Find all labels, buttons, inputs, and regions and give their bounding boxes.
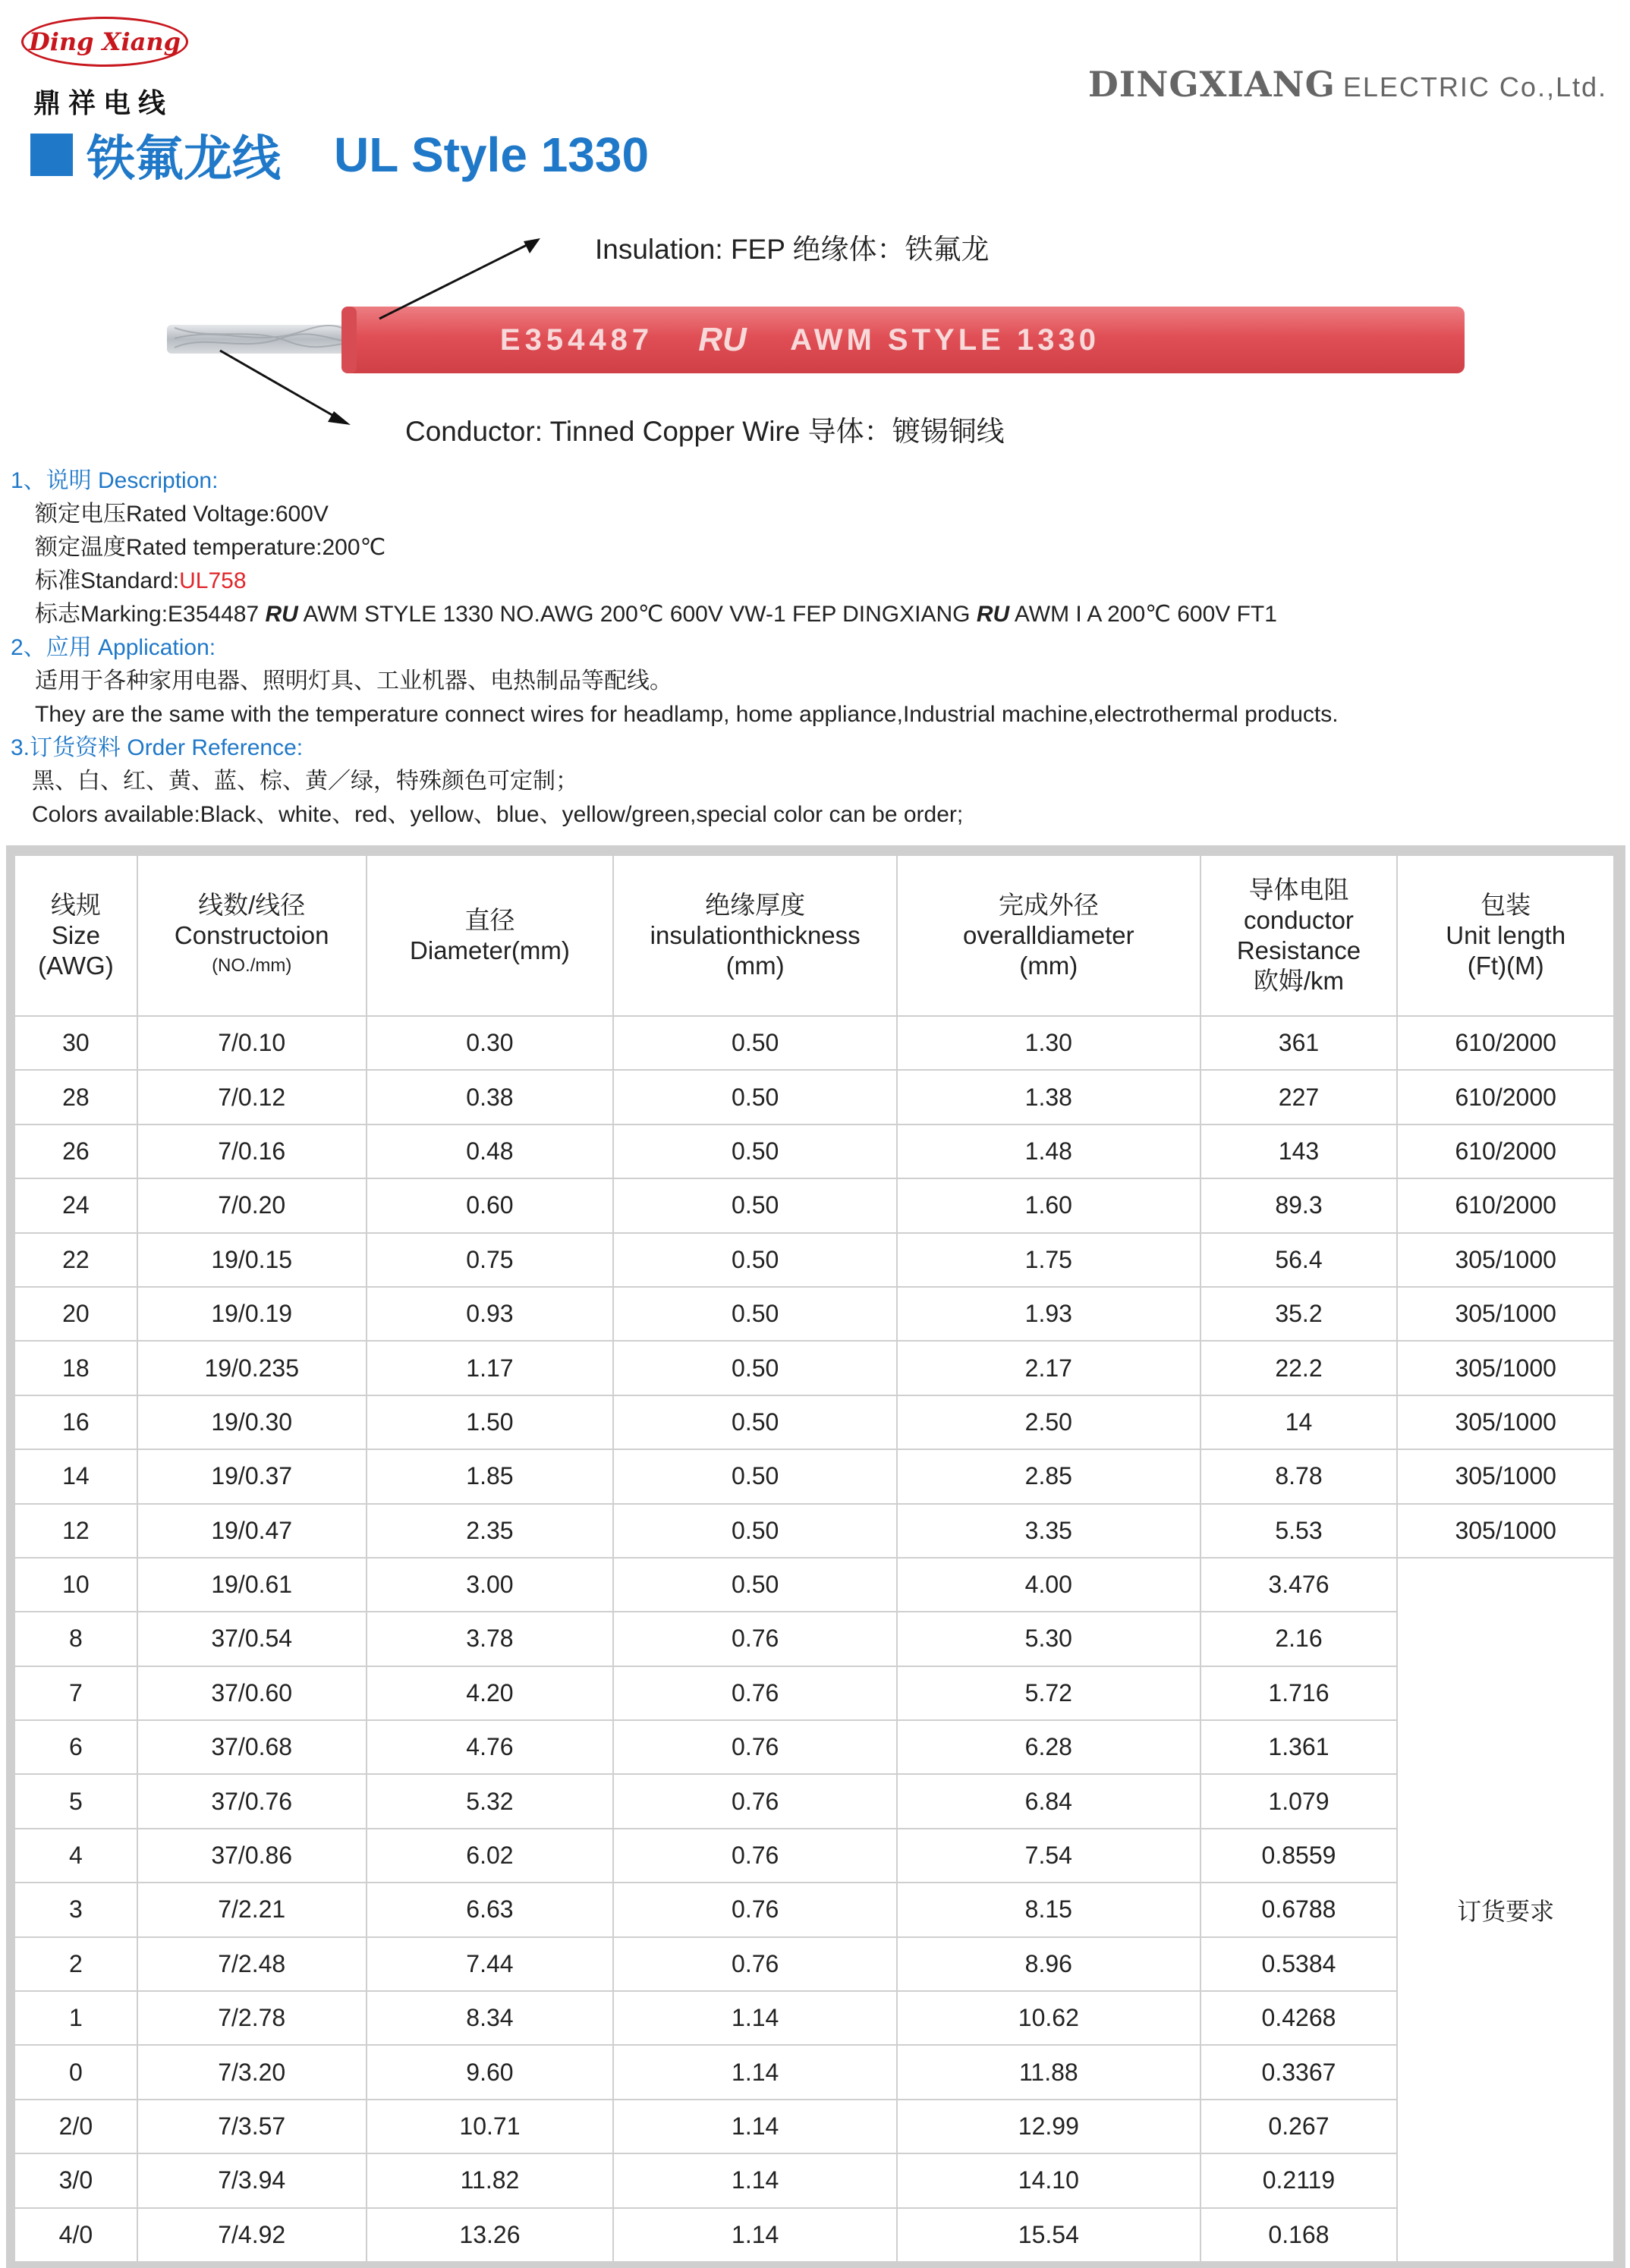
cell-construction: 37/0.54	[137, 1612, 367, 1666]
cell-insulation-thickness: 1.14	[613, 2045, 897, 2099]
logo-text-en: Ding Xiang	[28, 27, 181, 56]
cell-resistance: 14	[1200, 1395, 1398, 1449]
order-cn: 黑、白、红、黄、蓝、棕、黄／绿，特殊颜色可定制；	[32, 769, 578, 794]
cell-size: 22	[14, 1233, 137, 1287]
standard-value: UL758	[179, 568, 247, 593]
order-heading: 3.订货资料 Order Reference:	[11, 735, 304, 760]
cell-size: 4	[14, 1829, 137, 1883]
cell-construction: 37/0.68	[137, 1720, 367, 1774]
table-row	[14, 1883, 1614, 1936]
cell-unit-length: 610/2000	[1397, 1070, 1614, 1124]
marking-line	[11, 598, 1604, 631]
cell-resistance: 3.476	[1200, 1558, 1398, 1612]
cell-diameter: 3.00	[367, 1558, 614, 1612]
cell-diameter: 0.60	[367, 1178, 614, 1232]
cell-insulation-thickness: 1.14	[613, 1991, 897, 2045]
cell-resistance: 143	[1200, 1125, 1398, 1178]
cell-unit-length-merged: 订货要求	[1397, 1558, 1614, 2262]
cell-resistance: 0.2119	[1200, 2153, 1398, 2207]
cell-size: 12	[14, 1504, 137, 1558]
cell-diameter: 2.35	[367, 1504, 614, 1558]
cell-insulation-thickness: 0.76	[613, 1720, 897, 1774]
cell-size: 20	[14, 1287, 137, 1341]
cell-diameter: 4.20	[367, 1666, 614, 1720]
cell-diameter: 3.78	[367, 1612, 614, 1666]
cell-diameter: 13.26	[367, 2208, 614, 2262]
cell-diameter: 0.30	[367, 1016, 614, 1070]
application-cn: 适用于各种家用电器、照明灯具、工业机器、电热制品等配线。	[35, 668, 672, 694]
cell-resistance: 0.4268	[1200, 1991, 1398, 2045]
cell-construction: 7/0.16	[137, 1125, 367, 1178]
cell-size: 3/0	[14, 2153, 137, 2207]
conductor-arrow	[220, 351, 351, 425]
table-row	[14, 2208, 1614, 2262]
cell-resistance: 0.5384	[1200, 1937, 1398, 1991]
cell-insulation-thickness: 0.50	[613, 1125, 897, 1178]
cell-overall-diameter: 11.88	[897, 2045, 1200, 2099]
cell-insulation-thickness: 0.50	[613, 1504, 897, 1558]
table-body	[14, 1016, 1614, 2262]
cell-diameter: 7.44	[367, 1937, 614, 1991]
table-row	[14, 1504, 1614, 1558]
cell-diameter: 1.85	[367, 1449, 614, 1503]
title-square-icon	[30, 134, 73, 176]
cell-unit-length: 305/1000	[1397, 1395, 1614, 1449]
cell-unit-length: 305/1000	[1397, 1341, 1614, 1395]
cell-insulation-thickness: 1.14	[613, 2208, 897, 2262]
cell-size: 26	[14, 1125, 137, 1178]
header-insulation-thickness: 绝缘厚度 insulationthickness (mm)	[613, 855, 897, 1016]
cell-overall-diameter: 6.84	[897, 1774, 1200, 1828]
cell-resistance: 2.16	[1200, 1612, 1398, 1666]
cell-diameter: 6.63	[367, 1883, 614, 1936]
table-row	[14, 1341, 1614, 1395]
table-row	[14, 1125, 1614, 1178]
table-row	[14, 2100, 1614, 2153]
header-overall-diameter: 完成外径 overalldiameter (mm)	[897, 855, 1200, 1016]
header-diameter: 直径 Diameter(mm)	[367, 855, 614, 1016]
cell-overall-diameter: 2.50	[897, 1395, 1200, 1449]
cell-size: 8	[14, 1612, 137, 1666]
cell-insulation-thickness: 0.76	[613, 1612, 897, 1666]
cell-insulation-thickness: 0.50	[613, 1178, 897, 1232]
spec-table	[14, 854, 1615, 2263]
cell-resistance: 0.267	[1200, 2100, 1398, 2153]
table-row	[14, 1991, 1614, 2045]
table-row	[14, 1558, 1614, 1612]
table-row	[14, 1937, 1614, 1991]
table-row	[14, 1612, 1614, 1666]
cell-unit-length: 305/1000	[1397, 1504, 1614, 1558]
cell-overall-diameter: 15.54	[897, 2208, 1200, 2262]
cell-size: 2/0	[14, 2100, 137, 2153]
cell-insulation-thickness: 0.76	[613, 1883, 897, 1936]
cell-construction: 7/3.20	[137, 2045, 367, 2099]
cell-construction: 19/0.30	[137, 1395, 367, 1449]
cell-resistance: 0.3367	[1200, 2045, 1398, 2099]
cell-resistance: 56.4	[1200, 1233, 1398, 1287]
cell-overall-diameter: 2.17	[897, 1341, 1200, 1395]
cell-insulation-thickness: 0.50	[613, 1070, 897, 1124]
cell-diameter: 5.32	[367, 1774, 614, 1828]
company-logo	[21, 17, 188, 121]
cell-resistance: 1.716	[1200, 1666, 1398, 1720]
cell-unit-length: 305/1000	[1397, 1449, 1614, 1503]
cell-construction: 7/2.21	[137, 1883, 367, 1936]
cell-diameter: 0.75	[367, 1233, 614, 1287]
cell-diameter: 0.93	[367, 1287, 614, 1341]
order-en: Colors available:Black、white、red、yellow、blue、yellow/green,special color can be order;	[32, 802, 964, 827]
marking-part3: AWM I A 200℃ 600V FT1	[1014, 602, 1277, 627]
cell-resistance: 89.3	[1200, 1178, 1398, 1232]
company-name	[1088, 64, 1607, 105]
cell-construction: 19/0.19	[137, 1287, 367, 1341]
header-size: 线规 Size (AWG)	[14, 855, 137, 1016]
table-row	[14, 1829, 1614, 1883]
cell-unit-length: 610/2000	[1397, 1178, 1614, 1232]
cell-overall-diameter: 5.72	[897, 1666, 1200, 1720]
insulation-label: Insulation: FEP 绝缘体：铁氟龙	[595, 234, 990, 265]
standard-line	[11, 565, 1604, 598]
cell-overall-diameter: 12.99	[897, 2100, 1200, 2153]
cell-diameter: 1.50	[367, 1395, 614, 1449]
cell-insulation-thickness: 1.14	[613, 2100, 897, 2153]
cell-overall-diameter: 4.00	[897, 1558, 1200, 1612]
cell-construction: 37/0.86	[137, 1829, 367, 1883]
cell-construction: 7/4.92	[137, 2208, 367, 2262]
marking-part1: 标志Marking:E354487	[35, 602, 260, 627]
conductor-label: Conductor: Tinned Copper Wire 导体：镀锡铜线	[405, 416, 1005, 447]
title-en: UL Style 1330	[334, 127, 650, 182]
cell-insulation-thickness: 0.76	[613, 1774, 897, 1828]
cell-construction: 19/0.15	[137, 1233, 367, 1287]
cell-overall-diameter: 10.62	[897, 1991, 1200, 2045]
spec-table-frame	[6, 845, 1625, 2268]
table-row	[14, 1287, 1614, 1341]
cell-insulation-thickness: 0.76	[613, 1829, 897, 1883]
ul-mark-icon: RU	[976, 602, 1010, 627]
rated-temperature: 额定温度Rated temperature:200℃	[35, 535, 386, 560]
marking-part2: AWM STYLE 1330 NO.AWG 200℃ 600V VW-1 FEP DINGXIANG	[303, 602, 971, 627]
cell-overall-diameter: 2.85	[897, 1449, 1200, 1503]
application-en: They are the same with the temperature connect wires for headlamp, home appliance,Industrial machine,electrothermal products.	[35, 702, 1339, 727]
table-header-row	[14, 855, 1614, 1016]
description-section	[11, 464, 1604, 832]
cell-diameter: 4.76	[367, 1720, 614, 1774]
cell-overall-diameter: 1.93	[897, 1287, 1200, 1341]
logo-text-cn: 鼎祥电线	[33, 87, 174, 119]
cell-resistance: 8.78	[1200, 1449, 1398, 1503]
cell-construction: 7/3.94	[137, 2153, 367, 2207]
cell-insulation-thickness: 0.76	[613, 1666, 897, 1720]
cell-resistance: 0.168	[1200, 2208, 1398, 2262]
cell-size: 3	[14, 1883, 137, 1936]
cell-overall-diameter: 1.75	[897, 1233, 1200, 1287]
cell-construction: 19/0.37	[137, 1449, 367, 1503]
cell-overall-diameter: 14.10	[897, 2153, 1200, 2207]
cell-resistance: 361	[1200, 1016, 1398, 1070]
table-row	[14, 1666, 1614, 1720]
cell-size: 0	[14, 2045, 137, 2099]
cell-diameter: 0.38	[367, 1070, 614, 1124]
cell-resistance: 35.2	[1200, 1287, 1398, 1341]
description-heading: 1、说明 Description:	[11, 468, 219, 493]
cell-insulation-thickness: 0.50	[613, 1395, 897, 1449]
cell-size: 5	[14, 1774, 137, 1828]
cell-construction: 7/0.12	[137, 1070, 367, 1124]
company-name-bold: DINGXIANG	[1087, 64, 1336, 105]
header-unit-length: 包装 Unit length (Ft)(M)	[1397, 855, 1614, 1016]
table-row	[14, 1395, 1614, 1449]
cell-overall-diameter: 3.35	[897, 1504, 1200, 1558]
cell-size: 1	[14, 1991, 137, 2045]
cell-insulation-thickness: 0.50	[613, 1287, 897, 1341]
cable-print-left: E354487	[499, 323, 654, 357]
table-row	[14, 1449, 1614, 1503]
table-row	[14, 2045, 1614, 2099]
cell-overall-diameter: 1.60	[897, 1178, 1200, 1232]
cell-size: 18	[14, 1341, 137, 1395]
cell-construction: 37/0.76	[137, 1774, 367, 1828]
cell-insulation-thickness: 0.50	[613, 1449, 897, 1503]
cell-overall-diameter: 1.30	[897, 1016, 1200, 1070]
page-title	[30, 120, 649, 190]
table-row	[14, 1016, 1614, 1070]
cell-diameter: 0.48	[367, 1125, 614, 1178]
table-row	[14, 1070, 1614, 1124]
cell-overall-diameter: 6.28	[897, 1720, 1200, 1774]
cell-diameter: 1.17	[367, 1341, 614, 1395]
rated-voltage: 额定电压Rated Voltage:600V	[35, 502, 329, 527]
cell-insulation-thickness: 0.76	[613, 1937, 897, 1991]
cell-size: 16	[14, 1395, 137, 1449]
cell-resistance: 1.079	[1200, 1774, 1398, 1828]
cell-unit-length: 305/1000	[1397, 1287, 1614, 1341]
cell-resistance: 1.361	[1200, 1720, 1398, 1774]
table-row	[14, 1178, 1614, 1232]
cell-unit-length: 610/2000	[1397, 1125, 1614, 1178]
cell-overall-diameter: 7.54	[897, 1829, 1200, 1883]
ul-mark-icon: RU	[265, 602, 298, 627]
application-heading: 2、应用 Application:	[11, 635, 216, 660]
cell-construction: 7/0.10	[137, 1016, 367, 1070]
cell-size: 14	[14, 1449, 137, 1503]
cell-resistance: 5.53	[1200, 1504, 1398, 1558]
cell-unit-length: 610/2000	[1397, 1016, 1614, 1070]
standard-label: 标准Standard:	[35, 568, 180, 593]
cell-overall-diameter: 1.38	[897, 1070, 1200, 1124]
cell-construction: 19/0.235	[137, 1341, 367, 1395]
cell-size: 6	[14, 1720, 137, 1774]
cell-resistance: 0.8559	[1200, 1829, 1398, 1883]
cell-diameter: 8.34	[367, 1991, 614, 2045]
cell-unit-length: 305/1000	[1397, 1233, 1614, 1287]
cell-size: 10	[14, 1558, 137, 1612]
cell-resistance: 227	[1200, 1070, 1398, 1124]
header-resistance: 导体电阻 conductor Resistance 欧姆/km	[1200, 855, 1398, 1016]
cell-overall-diameter: 8.96	[897, 1937, 1200, 1991]
cell-size: 24	[14, 1178, 137, 1232]
cell-diameter: 11.82	[367, 2153, 614, 2207]
table-row	[14, 1233, 1614, 1287]
cell-insulation-thickness: 0.50	[613, 1016, 897, 1070]
cell-construction: 7/2.48	[137, 1937, 367, 1991]
cell-size: 2	[14, 1937, 137, 1991]
cell-construction: 19/0.47	[137, 1504, 367, 1558]
cell-overall-diameter: 1.48	[897, 1125, 1200, 1178]
cell-overall-diameter: 8.15	[897, 1883, 1200, 1936]
cell-insulation-thickness: 0.50	[613, 1341, 897, 1395]
cell-overall-diameter: 5.30	[897, 1612, 1200, 1666]
cell-insulation-thickness: 1.14	[613, 2153, 897, 2207]
logo-oval	[21, 17, 188, 67]
cell-diameter: 6.02	[367, 1829, 614, 1883]
cell-construction: 7/2.78	[137, 1991, 367, 2045]
table-row	[14, 1774, 1614, 1828]
table-row	[14, 2153, 1614, 2207]
cell-construction: 37/0.60	[137, 1666, 367, 1720]
cell-size: 4/0	[14, 2208, 137, 2262]
cell-size: 28	[14, 1070, 137, 1124]
cell-diameter: 9.60	[367, 2045, 614, 2099]
cell-diameter: 10.71	[367, 2100, 614, 2153]
cell-size: 7	[14, 1666, 137, 1720]
cell-resistance: 0.6788	[1200, 1883, 1398, 1936]
cell-size: 30	[14, 1016, 137, 1070]
cell-construction: 19/0.61	[137, 1558, 367, 1612]
header-construction: 线数/线径 Constructoion (NO./mm)	[137, 855, 367, 1016]
cable-print-right: AWM STYLE 1330	[790, 323, 1100, 357]
title-cn: 铁氟龙线	[87, 131, 281, 186]
cell-insulation-thickness: 0.50	[613, 1558, 897, 1612]
cell-resistance: 22.2	[1200, 1341, 1398, 1395]
table-row	[14, 1720, 1614, 1774]
cell-construction: 7/0.20	[137, 1178, 367, 1232]
cell-insulation-thickness: 0.50	[613, 1233, 897, 1287]
cell-construction: 7/3.57	[137, 2100, 367, 2153]
cable-ul-icon: RU	[698, 321, 747, 358]
company-name-rest: ELECTRIC Co.,Ltd.	[1342, 71, 1607, 102]
